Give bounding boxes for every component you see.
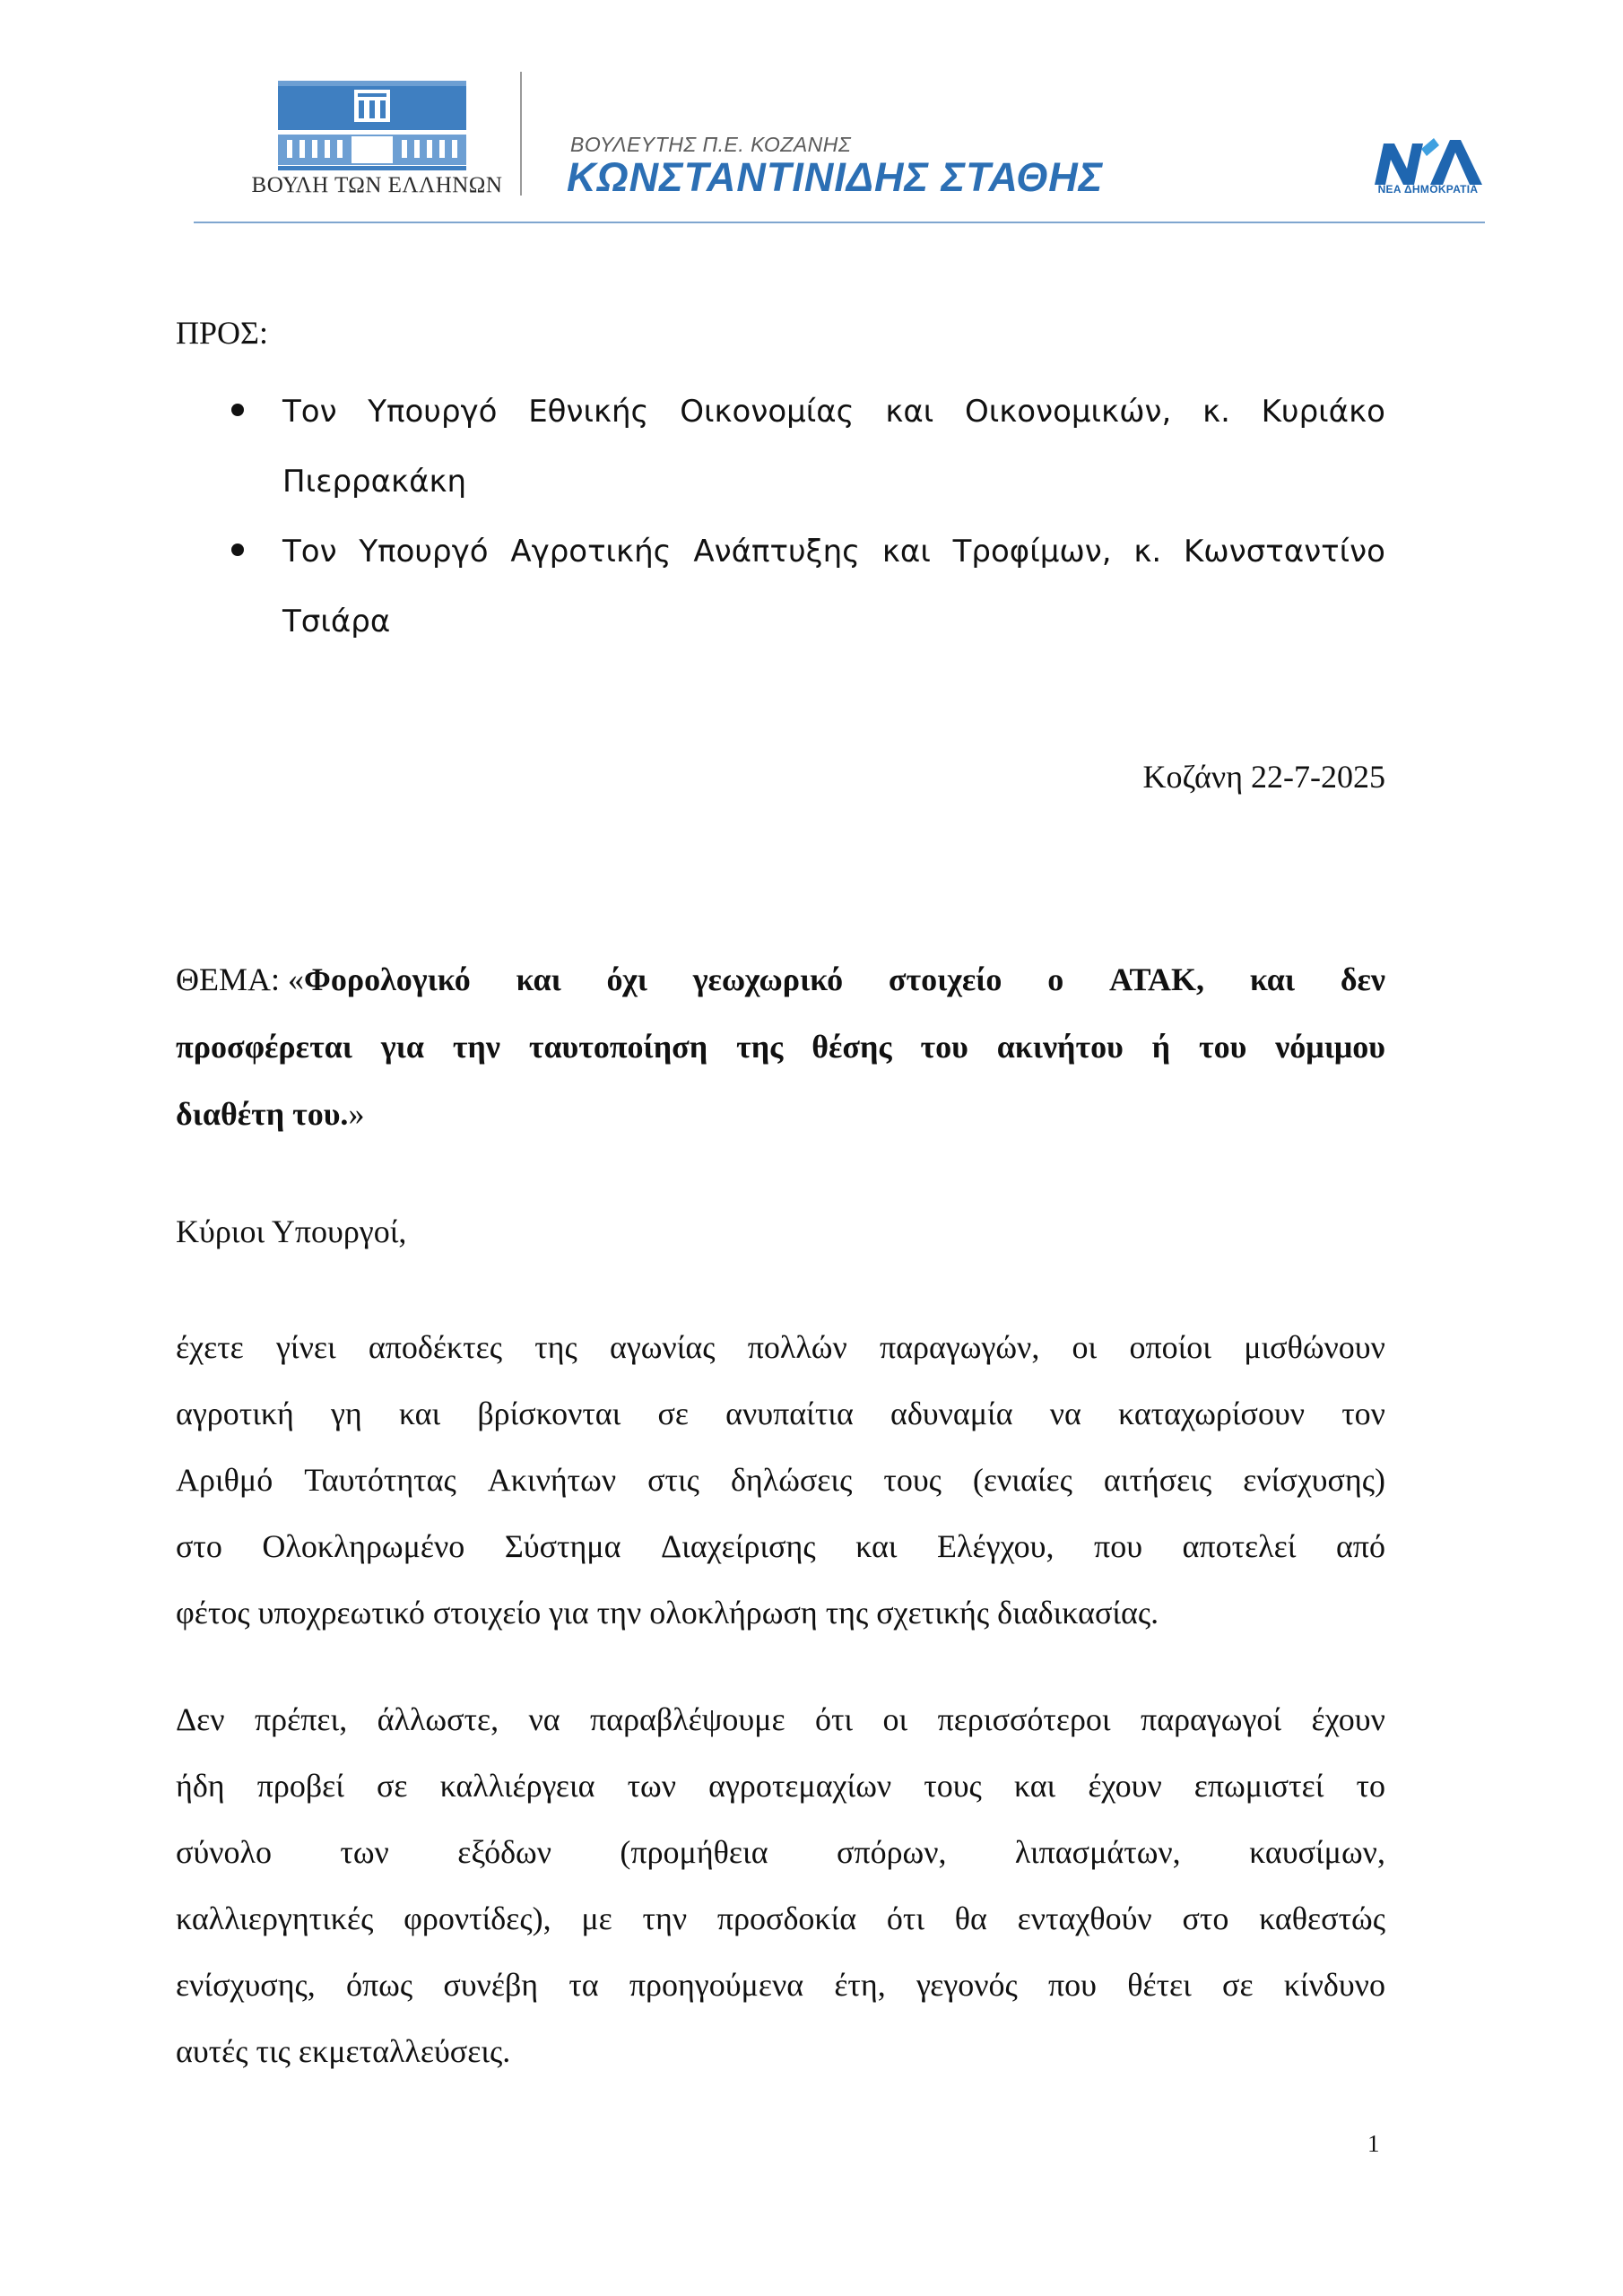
page-number: 1 [1367,2130,1380,2157]
subject [176,946,1385,1148]
header-divider [520,72,522,196]
mp-role: ΒΟΥΛΕΥΤΗΣ Π.Ε. ΚΟΖΑΝΗΣ [570,133,852,156]
bullet-icon [231,404,244,416]
word: ταυτοποίηση [528,1029,708,1065]
word: της [534,1329,577,1365]
word: το [1356,1768,1385,1804]
word: ανυπαίτια [725,1396,854,1431]
word: ακινήτου [996,1029,1124,1065]
word: Τον [282,534,337,570]
subject-prefix: ΘΕΜΑ: « [176,961,304,997]
recipient-line: Πιερρακάκη [282,464,467,500]
word: ο [1047,961,1064,997]
word: Υπουργό [368,394,498,430]
word: καλλιεργητικές [176,1900,374,1936]
word: ενίσχυσης) [1243,1462,1385,1498]
word: οποίοι [1129,1329,1211,1365]
word: καθεστώς [1259,1900,1385,1936]
body-paragraph-2 [176,1686,1385,2084]
word: έχετε [176,1329,244,1365]
word: οι [1072,1329,1098,1365]
word: εξόδων [457,1834,551,1870]
word: στοιχείο [888,961,1002,997]
word: ενταχθούν [1017,1900,1152,1936]
word: αγωνίας [609,1329,716,1365]
paragraph-line [176,1447,1385,1513]
word: ήδη [176,1768,225,1804]
word: καλλιέργεια [439,1768,595,1804]
bullet-icon [231,544,244,556]
party-logo [1367,136,1488,187]
word: προηγούμενα [629,1967,804,2003]
word: Ταυτότητας [304,1462,456,1498]
word: για [380,1029,424,1065]
subject-line [304,946,1385,1013]
word: τους [924,1768,982,1804]
word: και [398,1396,441,1431]
word: Κωνσταντίνο [1184,534,1385,570]
paragraph-line [176,1819,1385,1885]
paragraph-line [176,1380,1385,1447]
word: σε [1222,1967,1254,2003]
word: και [516,961,561,997]
word: Σύστημα [504,1528,621,1564]
word: των [627,1768,677,1804]
recipient-line [282,377,1385,447]
word: να [528,1701,560,1737]
recipient-heading: ΠΡΟΣ: [176,315,268,351]
word: γεωχωρικό [692,961,844,997]
parliament-caption: ΒΟΥΛΗ ΤΩΝ ΕΛΛΗΝΩΝ [251,173,503,197]
paragraph-line [176,1314,1385,1380]
letter-date: Κοζάνη 22-7-2025 [1142,759,1385,795]
word: παραγωγών, [879,1329,1040,1365]
word: όπως [345,1967,413,2003]
word: οι [882,1701,908,1737]
body-paragraph-1 [176,1314,1385,1646]
word: λιπασμάτων, [1014,1834,1181,1870]
word: Αγροτικής [510,534,672,570]
word: στο [176,1528,222,1564]
word: ή [1151,1029,1171,1065]
word: καυσίμων, [1249,1834,1385,1870]
word: Τον [282,394,337,430]
word: ΑΤΑΚ, [1109,961,1205,997]
paragraph-line: φέτος υποχρεωτικό στοιχείο για την ολοκλήρωση της σχετικής διαδικασίας. [176,1595,1159,1631]
word: που [1094,1528,1143,1564]
party-caption: ΝΕΑ ΔΗΜΟΚΡΑΤΙΑ [1377,183,1479,196]
word: και [881,534,931,570]
word: αποτελεί [1182,1528,1297,1564]
word: γη [330,1396,362,1431]
word: τους [883,1462,942,1498]
word: την [642,1900,688,1936]
word: μισθώνουν [1244,1329,1385,1365]
word: των [340,1834,389,1870]
word: νόμιμου [1275,1029,1385,1065]
paragraph-line [176,1952,1385,2018]
word: Αριθμό [176,1462,273,1498]
word: αγροτεμαχίων [708,1768,892,1804]
word: έχουν [1088,1768,1162,1804]
word: Τροφίμων, [952,534,1112,570]
word: θα [954,1900,987,1936]
recipient-item [229,517,1385,657]
word: θέσης [812,1029,892,1065]
word: τα [568,1967,599,2003]
paragraph-line: αυτές τις εκμεταλλεύσεις. [176,2033,511,2069]
word: και [1249,961,1296,997]
word: γεγονός [916,1967,1018,2003]
word: σπόρων, [836,1834,947,1870]
word: Εθνικής [528,394,649,430]
word: όχι [606,961,647,997]
word: κ. [1202,394,1230,430]
word: γίνει [276,1329,336,1365]
word: του [920,1029,968,1065]
recipient-line [282,517,1385,587]
word: στο [1182,1900,1229,1936]
header-rule [194,222,1485,223]
paragraph-line [176,1752,1385,1819]
word: αδυναμία [890,1396,1013,1431]
word: προσδοκία [716,1900,857,1936]
word: προβεί [256,1768,344,1804]
mp-name: ΚΩΝΣΤΑΝΤΙΝΙΔΗΣ ΣΤΑΘΗΣ [567,154,1104,200]
paragraph-line [176,1885,1385,1952]
word: Φορολογικό [304,961,471,997]
word: Δεν [176,1701,225,1737]
word: Ακινήτων [487,1462,617,1498]
word: Οικονομίας [680,394,855,430]
word: θέτει [1127,1967,1192,2003]
word: φροντίδες), [404,1900,551,1936]
word: Υπουργό [359,534,489,570]
salutation: Κύριοι Υπουργοί, [176,1213,407,1249]
word: δεν [1340,961,1385,997]
word: βρίσκονται [477,1396,621,1431]
recipient-item [229,377,1385,517]
word: προσφέρεται [176,1029,352,1065]
word: και [1013,1768,1056,1804]
word: Ανάπτυξης [693,534,861,570]
word: ενίσχυσης, [176,1967,316,2003]
paragraph-line [176,1686,1385,1752]
word: αγροτική [176,1396,294,1431]
word: Ελέγχου, [937,1528,1055,1564]
word: περισσότεροι [937,1701,1111,1737]
word: καταχωρίσουν [1118,1396,1306,1431]
word: παραβλέψουμε [590,1701,785,1737]
word: παραγωγοί [1141,1701,1282,1737]
word: (προμήθεια [620,1834,768,1870]
word: ότι [886,1900,925,1936]
word: της [736,1029,784,1065]
word: σε [377,1768,408,1804]
word: έχουν [1311,1701,1385,1737]
word: κ. [1133,534,1162,570]
word: έτη, [834,1967,886,2003]
word: την [452,1029,500,1065]
word: κίνδυνο [1283,1967,1385,2003]
word: σύνολο [176,1834,272,1870]
word: με [581,1900,612,1936]
recipient-list [229,377,1385,657]
word: Οικονομικών, [965,394,1172,430]
word: Ολοκληρωμένο [262,1528,465,1564]
word: στις [647,1462,699,1498]
subject-line [176,1013,1385,1081]
word: και [885,394,934,430]
word: αποδέκτες [368,1329,502,1365]
word: συνέβη [443,1967,539,2003]
word: δηλώσεις [730,1462,853,1498]
word: να [1049,1396,1081,1431]
word: Κυριάκο [1261,394,1385,430]
subject-line: διαθέτη του. [176,1096,349,1132]
subject-suffix: » [348,1096,365,1132]
word: Διαχείρισης [660,1528,816,1564]
word: του [1199,1029,1247,1065]
paragraph-line [176,1513,1385,1579]
word: και [855,1528,898,1564]
word: ότι [814,1701,854,1737]
word: επωμιστεί [1193,1768,1324,1804]
recipient-line: Τσιάρα [282,604,391,639]
word: (ενιαίες [972,1462,1072,1498]
word: πολλών [747,1329,847,1365]
word: σε [657,1396,690,1431]
word: τον [1341,1396,1385,1431]
word: αιτήσεις [1103,1462,1212,1498]
word: από [1335,1528,1385,1564]
word: πρέπει, [254,1701,348,1737]
word: άλλωστε, [377,1701,499,1737]
word: που [1048,1967,1097,2003]
